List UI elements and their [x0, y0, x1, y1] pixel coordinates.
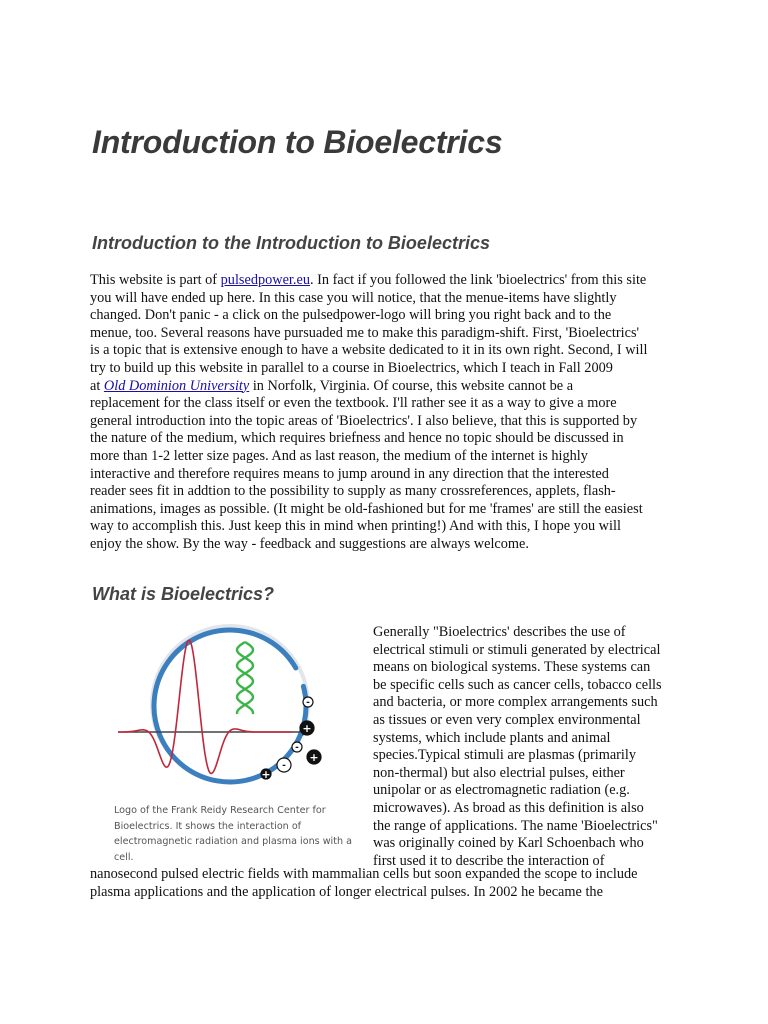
paragraph-line: more than 1-2 letter size pages. And as last reason, the medium of the internet is highly	[90, 447, 588, 464]
negative-ion-icon	[303, 697, 313, 708]
paragraph-line: the nature of the medium, which requires briefness and hence no topic should be discussed in	[90, 430, 624, 447]
paragraph-line: general introduction into the topic areas of 'Bioelectrics'. I also believe, that this is supported by	[90, 412, 638, 429]
svg-text:+: +	[309, 751, 319, 764]
paragraph-line: non-thermal) but also electrial pulses, either	[373, 764, 625, 781]
paragraph-line: interactive and therefore requires means to jump around in any direction that the interested	[90, 465, 609, 482]
section-heading-what-is-bioelectrics: What is Bioelectrics?	[92, 584, 275, 604]
page-title: Introduction to Bioelectrics	[92, 124, 503, 160]
svg-text:-: -	[295, 743, 299, 753]
pulsedpower-link[interactable]: pulsedpower.eu	[220, 272, 310, 288]
paragraph-line: animations, images as possible. (It might be old-fashioned but for me 'frames' are still the easiest	[90, 500, 643, 517]
svg-text:-: -	[306, 698, 310, 708]
section-heading-introduction: Introduction to the Introduction to Bioelectrics	[92, 233, 490, 253]
paragraph-line: is a topic that is extensive enough to have a website dedicated to it in its own right. Second, I will	[90, 342, 648, 359]
paragraph-line: microwaves). As broad as this definition is also	[373, 799, 644, 816]
paragraph-line: the range of applications. The name 'Bioelectrics"	[373, 817, 658, 834]
paragraph-line: changed. Don't panic - a click on the pulsedpower-logo will bring you right back and to the	[90, 307, 612, 324]
paragraph-line: replacement for the class itself or even the textbook. I'll rather see it as a way to give a more	[90, 395, 617, 412]
svg-text:-: -	[282, 761, 286, 771]
paragraph-line: and bacteria, or more complex arrangements such	[373, 694, 658, 711]
negative-ion-icon	[277, 758, 291, 772]
paragraph-line: electrical stimuli or stimuli generated by electrical	[373, 641, 661, 658]
bioelectrics-side-paragraph	[373, 624, 683, 870]
svg-text:+: +	[302, 722, 312, 735]
paragraph-line: plasma applications and the application of longer electrical pulses. In 2002 he became the	[90, 883, 603, 900]
paragraph-line: enjoy the show. By the way - feedback and suggestions are always welcome.	[90, 535, 529, 552]
introduction-paragraph	[90, 272, 682, 554]
paragraph-line: reader sees fit in addtion to the possibility to supply as many crossreferences, applets, flash-	[90, 483, 616, 500]
paragraph-line: This website is part of pulsedpower.eu. In fact if you followed the link 'bioelectrics' from this site	[90, 272, 647, 288]
figure-caption	[114, 803, 350, 865]
svg-text:+: +	[261, 768, 271, 781]
positive-ion-icon	[300, 721, 314, 735]
old-dominion-university-link[interactable]: Old Dominion University	[103, 377, 250, 394]
paragraph-line: Generally "Bioelectrics' describes the use of	[373, 624, 626, 640]
caption-line: Bioelectrics. It shows the interaction of	[114, 820, 302, 832]
bioelectrics-continued-paragraph	[90, 866, 690, 901]
positive-ion-icon	[261, 768, 271, 781]
positive-ion-icon	[307, 750, 321, 764]
caption-line: electromagnetic radiation and plasma ions with a	[114, 836, 352, 847]
logo-wave	[118, 640, 292, 773]
paragraph-line: means on biological systems. These systems can	[373, 659, 651, 676]
paragraph-line: menue, too. Several reasons have pursuaded me to make this paradigm-shift. First, 'Bioelectrics'	[90, 324, 640, 341]
paragraph-line: first used it to describe the interaction of	[373, 852, 605, 869]
paragraph-line: way to accomplish this. Just keep this in mind when printing!) And with this, I hope you will	[90, 518, 621, 535]
paragraph-line: nanosecond pulsed electric fields with mammalian cells but soon expanded the scope to include	[90, 866, 638, 882]
paragraph-line: you will have ended up here. In this case you will notice, that the menue-items have slightly	[90, 289, 617, 306]
paragraph-line: at Old Dominion University in Norfolk, Virginia. Of course, this website cannot be a	[90, 377, 574, 394]
paragraph-line: try to build up this website in parallel to a course in Bioelectrics, which I teach in Fall 2009	[90, 359, 613, 376]
caption-line: cell.	[114, 851, 134, 863]
paragraph-line: species.Typical stimuli are plasmas (primarily	[373, 747, 637, 764]
negative-ion-icon	[292, 742, 302, 753]
paragraph-line: systems, which include plants and animal	[373, 729, 611, 746]
paragraph-line: was originally coined by Karl Schoenbach who	[373, 835, 644, 852]
paragraph-line: unipolar or as electromagnetic radiation (e.g.	[373, 782, 630, 799]
paragraph-line: as tissues or even very complex environmental	[373, 711, 641, 728]
caption-line: Logo of the Frank Reidy Research Center for	[114, 805, 326, 816]
paragraph-line: be specific cells such as cancer cells, tobacco cells	[373, 676, 662, 693]
